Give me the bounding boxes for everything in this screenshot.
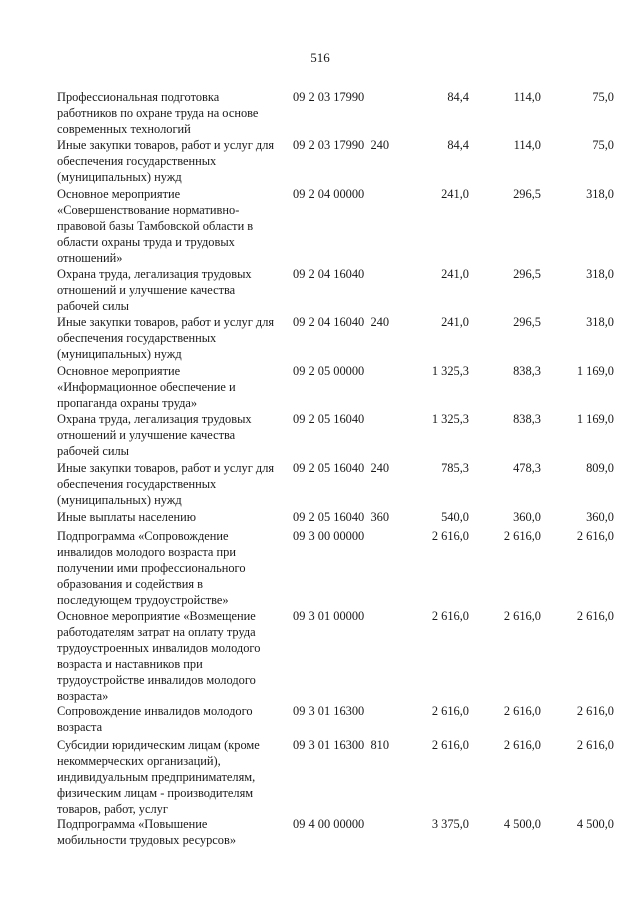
row-value-3: 4 500,0 [576,817,614,831]
row-value-3: 75,0 [592,90,614,104]
row-code: 09 3 01 16300 [293,704,365,718]
row-code: 09 4 00 00000 [293,817,365,831]
row-value-1: 3 375,0 [431,817,469,831]
row-value-2: 2 616,0 [503,609,541,623]
row-value-1: 241,0 [441,315,469,329]
row-value-1: 540,0 [441,510,469,524]
row-code: 09 2 05 16040 360 [293,510,390,524]
row-name: Охрана труда, легализация трудовых отношений и улучшение качества рабочей силы [57,267,252,313]
row-value-1: 785,3 [441,461,469,475]
row-value-2: 838,3 [513,364,541,378]
row-value-1: 241,0 [441,187,469,201]
row-value-1: 84,4 [447,138,469,152]
row-value-3: 2 616,0 [576,609,614,623]
row-value-2: 296,5 [513,187,541,201]
row-value-3: 1 169,0 [576,412,614,426]
row-code: 09 2 04 00000 [293,187,365,201]
row-name: Основное мероприятие «Возмещение работодателям затрат на оплату труда трудоустроенных инвалидов молодого возраста и наставников при трудоустройстве инвалидов молодого возраста» [57,609,261,703]
row-value-2: 360,0 [513,510,541,524]
row-value-1: 2 616,0 [431,609,469,623]
row-name: Подпрограмма «Повышение мобильности трудовых ресурсов» [57,817,237,847]
row-value-2: 2 616,0 [503,738,541,752]
row-value-2: 114,0 [513,90,541,104]
row-value-1: 1 325,3 [431,412,469,426]
row-value-3: 318,0 [586,187,614,201]
row-value-3: 1 169,0 [576,364,614,378]
row-value-1: 1 325,3 [431,364,469,378]
row-value-3: 2 616,0 [576,704,614,718]
row-name: Профессиональная подготовка работников по охране труда на основе современных технологий [57,90,259,136]
row-code: 09 3 01 16300 810 [293,738,390,752]
row-value-3: 318,0 [586,315,614,329]
row-code: 09 3 00 00000 [293,529,365,543]
row-value-3: 360,0 [586,510,614,524]
row-name: Иные закупки товаров, работ и услуг для обеспечения государственных (муниципальных) нужд [57,315,275,361]
row-value-2: 2 616,0 [503,704,541,718]
row-code: 09 2 04 16040 [293,267,365,281]
row-name: Основное мероприятие «Совершенствование нормативно-правовой базы Тамбовской области в области охраны труда и трудовых отношений» [57,187,254,265]
page-number: 516 [310,50,330,65]
row-code: 09 2 04 16040 240 [293,315,390,329]
row-value-2: 2 616,0 [503,529,541,543]
row-value-3: 2 616,0 [576,738,614,752]
row-code: 09 2 03 17990 [293,90,365,104]
row-name: Сопровождение инвалидов молодого возраста [57,704,253,734]
row-value-2: 114,0 [513,138,541,152]
row-value-3: 2 616,0 [576,529,614,543]
row-name: Основное мероприятие «Информационное обеспечение и пропаганда охраны труда» [57,364,236,410]
row-code: 09 2 05 00000 [293,364,365,378]
row-name: Иные закупки товаров, работ и услуг для обеспечения государственных (муниципальных) нужд [57,138,275,184]
row-code: 09 2 05 16040 [293,412,365,426]
row-value-3: 809,0 [586,461,614,475]
row-value-1: 2 616,0 [431,529,469,543]
row-value-1: 2 616,0 [431,738,469,752]
row-value-1: 84,4 [447,90,469,104]
row-value-1: 241,0 [441,267,469,281]
row-name: Субсидии юридическим лицам (кроме некоммерческих организаций), индивидуальным предпринимателям, физическим лицам - производителям товаров, работ, услуг [57,738,260,816]
row-value-3: 75,0 [592,138,614,152]
row-value-2: 296,5 [513,267,541,281]
row-value-2: 4 500,0 [503,817,541,831]
row-value-2: 296,5 [513,315,541,329]
row-value-2: 838,3 [513,412,541,426]
row-code: 09 2 05 16040 240 [293,461,390,475]
row-value-2: 478,3 [513,461,541,475]
row-code: 09 3 01 00000 [293,609,365,623]
row-name: Иные выплаты населению [57,510,196,524]
row-code: 09 2 03 17990 240 [293,138,390,152]
row-name: Подпрограмма «Сопровождение инвалидов молодого возраста при получении ими профессионального образования и содействия в последующем трудоустройстве» [57,529,246,607]
row-name: Иные закупки товаров, работ и услуг для обеспечения государственных (муниципальных) нужд [57,461,275,507]
row-name: Охрана труда, легализация трудовых отношений и улучшение качества рабочей силы [57,412,252,458]
row-value-1: 2 616,0 [431,704,469,718]
row-value-3: 318,0 [586,267,614,281]
